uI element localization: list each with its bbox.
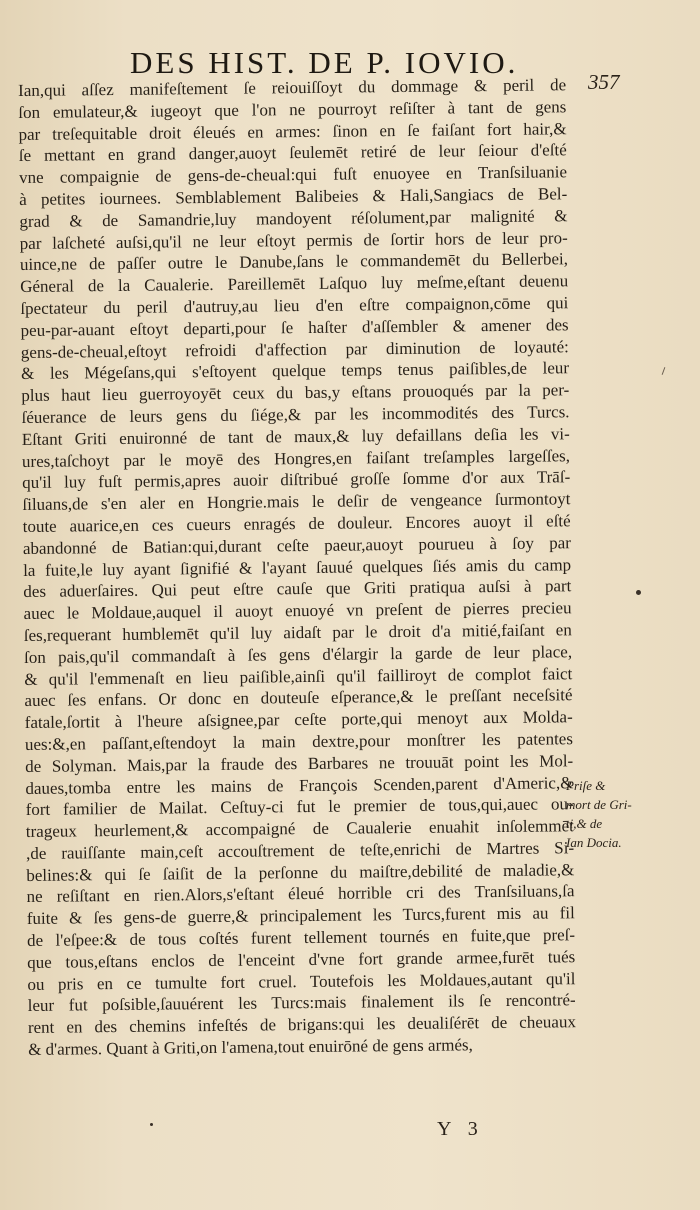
text-line: des aduerſaires. Qui peut eſtre cauſe que Griti pratiqua auſsi à part	[23, 576, 572, 602]
text-line: Ian,qui aſſez manifeſtement ſe reiouiſſoyt du dommage & peril de	[18, 75, 567, 100]
text-line: par laſcheté auſsi,qu'il ne leur eſtoyt permis de ſortir hors de leur pro-	[19, 227, 568, 253]
text-line: Eſtant Griti enuironné de tant de maux,& luy defaillans deſia les vi-	[21, 423, 570, 449]
text-line: ſpectateur du peril d'autruy,au lieu d'en eſtre compaignon,cōme qui	[20, 293, 569, 318]
text-line: auec ſes enfans. Or donc en douteuſe eſperance,& le preſſant neceſsité	[24, 685, 573, 711]
text-line: Géneral de la Caualerie. Pareillemēt Laſquo luy meſme,eſtant deuenu	[20, 271, 569, 297]
text-line: plus haut lieu guerroyoyēt ceux du bas,y eſtans prouoqués par la per-	[21, 380, 570, 406]
marginal-note-line: ti,& de	[566, 816, 603, 831]
text-line: ſe mettant en grand danger,auoyt ſeulemēt retiré de leur ſeiour d'eſté	[18, 140, 567, 166]
text-line: fuite & ſes gens-de guerre,& principalement les Turcs,furent mis au fil	[26, 903, 575, 929]
text-line: uince,ne de paſſer outre le Danube,ſans le commandemēt du Bellerbei,	[19, 249, 569, 275]
page-number: 357	[588, 70, 620, 94]
ink-mark	[662, 367, 666, 375]
text-line: abandonné de Batian:qui,durant ceſte paeur,auoyt pourueu à ſoy par	[22, 532, 571, 558]
text-line: fort familier de Mailat. Ceſtuy-ci fut le premier de tous,qui,auec ou-	[25, 794, 574, 820]
marginal-note	[566, 776, 686, 852]
text-line: ſon pais,qu'il commandaſt à ſes gens d'élargir la garde de leur place,	[23, 641, 573, 667]
text-line: daues,tomba entre les mains de François Scenden,parent d'Americ,&	[25, 772, 574, 798]
text-line: gens-de-cheual,eſtoyt refroidi d'affection par diminution de loyauté:	[20, 336, 569, 362]
text-line: vne compaignie de gens-de-cheual:qui fuſt enuoyee en Tranſsiluanie	[18, 162, 568, 188]
text-line: belines:& qui ſe ſaiſit de la perſonne du maiſtre,debilité de maladie,&	[26, 859, 575, 885]
text-line: fatale,ſortit à l'heure aſsignee,par ceſte porte,qui menoyt aux Molda-	[24, 707, 573, 733]
text-line: ſiluans,de s'en aler en Hongrie.mais le deſir de vengeance ſurmontoyt	[22, 489, 571, 515]
marginal-note-line: mort de Gri-	[566, 797, 632, 812]
body-text	[18, 74, 576, 1061]
text-line: ſéuerance de leurs gens du ſiége,& par les incommodités des Turcs.	[21, 402, 570, 427]
text-line: & qu'il l'emmenaſt en lieu paiſible,ainſi qu'il failliroyt de complot faict	[24, 663, 573, 689]
text-line: par treſequitable droit éleués en armes: ſinon en ſe faiſant fort hair,&	[18, 118, 567, 144]
text-line: trageux heurlement,& accompaigné de Caualerie enuahit inſolemmēt	[25, 816, 574, 842]
text-line: ſes,requerant humblemēt qu'il luy aidaſt par le droit d'a mitié,faiſant en	[23, 620, 572, 645]
text-line: peu-par-auant eſtoyt departi,pour ſe haſter d'aſſembler & amener des	[20, 315, 569, 340]
marginal-note-line: Priſe &	[566, 778, 606, 793]
text-line: ures,taſchoyt par le moyē des Hongres,en faiſant treſamples largeſſes,	[21, 445, 571, 471]
text-line: à petites iournees. Semblablement Balibeies & Hali,Sangiacs de Bel-	[19, 184, 568, 209]
text-line: leur fut poſsible,ſauuérent les Turcs:mais finalement ils ſe rencontré-	[27, 990, 576, 1016]
text-line: la fuite,le luy ayant ſignifié & l'ayant ſauué quelques ſiés amis du camp	[23, 554, 572, 580]
text-line: rent en des chemins infeſtés de brigans:qui les deualiſérēt de cheuaux	[27, 1012, 576, 1038]
text-line: que tous,eſtans enclos de l'enceint d'vne fort grande armee,furēt tués	[27, 947, 576, 972]
text-line: ou pris en ce tumulte fort cruel. Toutefois les Moldaues,autant qu'il	[27, 968, 576, 994]
ink-speck	[150, 1123, 153, 1126]
text-line: ne reſiſtant en rien.Alors,s'eſtant éleué horrible cri des Tranſsiluans,ſa	[26, 881, 575, 907]
text-line: ues:&,en paſſant,eſtendoyt la main dextre,pour monſtrer les patentes	[24, 729, 574, 754]
text-line: qu'il luy fuſt permis,apres auoir diſtribué groſſe ſomme d'or aux Trāſ-	[22, 467, 571, 493]
text-line: ſon emulateur,& iugeoyt que l'on ne pourroyt reſiſter à tant de gens	[18, 97, 567, 122]
ink-speck	[636, 590, 641, 595]
text-line: ,de rauiſſante main,ceſt accouſtrement de teſte,enrichi de Martres Si-	[25, 838, 575, 863]
text-line: de Solyman. Mais,par la fraude des Barbares ne trouuāt point les Mol-	[25, 750, 574, 776]
text-line: toute auarice,en ces cueurs enragés de douleur. Encores auoyt il eſté	[22, 511, 571, 536]
text-line: grad & de Samandrie,luy mandoyent réſolument,par malignité &	[19, 206, 568, 231]
text-line: & d'armes. Quant à Griti,on l'amena,tout enuirōné de gens armés,	[28, 1035, 473, 1060]
text-line: & les Mégeſans,qui s'eſtoyent quelque temps tenus paiſibles,de leur	[20, 358, 570, 384]
marginal-note-line: Ian Docia.	[566, 835, 622, 850]
text-line: auec le Moldaue,auquel il auoyt enuoyé vn preſent de pierres precieu	[23, 598, 572, 624]
signature-mark: Y 3	[437, 1118, 484, 1140]
running-title: DES HIST. DE P. IOVIO.	[130, 45, 519, 80]
text-line: de l'eſpee:& de tous coſtés furent tellement tournés en fuite,que preſ-	[26, 925, 576, 951]
